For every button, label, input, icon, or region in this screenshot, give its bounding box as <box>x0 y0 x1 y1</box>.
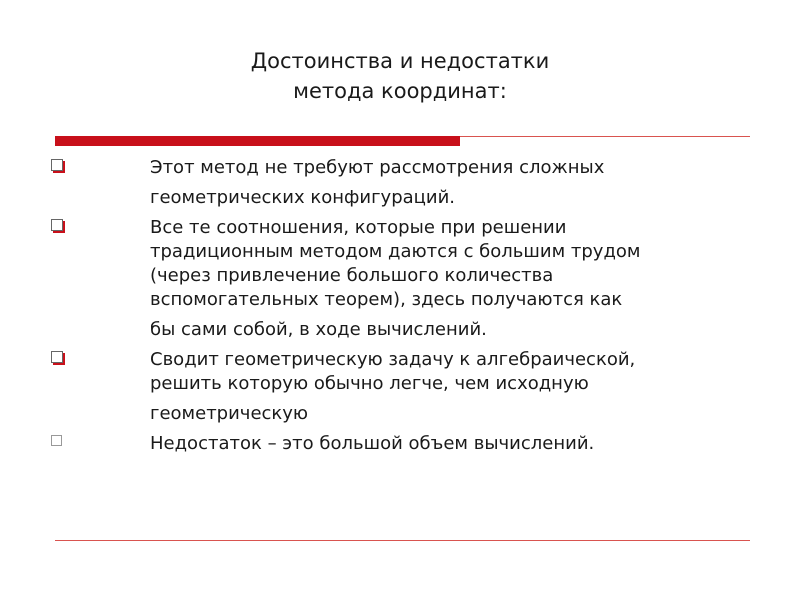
list-item-line: Этот метод не требуют рассмотрения сложных <box>150 157 605 178</box>
checkbox-bullet-icon <box>51 159 63 171</box>
title-divider-thin <box>460 136 750 137</box>
title-divider-thick <box>55 136 460 146</box>
slide-title-line-1: Достоинства и недостатки <box>250 49 550 73</box>
list-item <box>0 432 800 456</box>
list-item-line: Недостаток – это большой объем вычислений. <box>150 433 595 454</box>
checkbox-outline-bullet-icon <box>51 435 62 446</box>
list-item-line: геометрическую <box>150 403 309 424</box>
bullet-list <box>0 156 800 460</box>
list-item-line: традиционным методом даются с большим трудом <box>150 241 641 262</box>
list-item-text <box>150 432 770 456</box>
list-item-line: геометрических конфигураций. <box>150 187 456 208</box>
list-item-line: Сводит геометрическую задачу к алгебраической, <box>150 349 636 370</box>
list-item-line: вспомогательных теорем), здесь получаются как <box>150 289 623 310</box>
checkbox-bullet-icon <box>51 351 63 363</box>
list-item-text <box>150 348 770 426</box>
footer-divider <box>55 540 750 541</box>
list-item-line: бы сами собой, в ходе вычислений. <box>150 319 487 340</box>
list-item-line: (через привлечение большого количества <box>150 265 554 286</box>
list-item-line: решить которую обычно легче, чем исходную <box>150 373 589 394</box>
list-item-text <box>150 156 770 210</box>
list-item <box>0 156 800 210</box>
list-item-line: Все те соотношения, которые при решении <box>150 217 567 238</box>
list-item <box>0 216 800 342</box>
slide-title <box>150 46 650 106</box>
list-item-text <box>150 216 770 342</box>
checkbox-bullet-icon <box>51 219 63 231</box>
list-item <box>0 348 800 426</box>
slide-title-line-2: метода координат: <box>293 79 507 103</box>
